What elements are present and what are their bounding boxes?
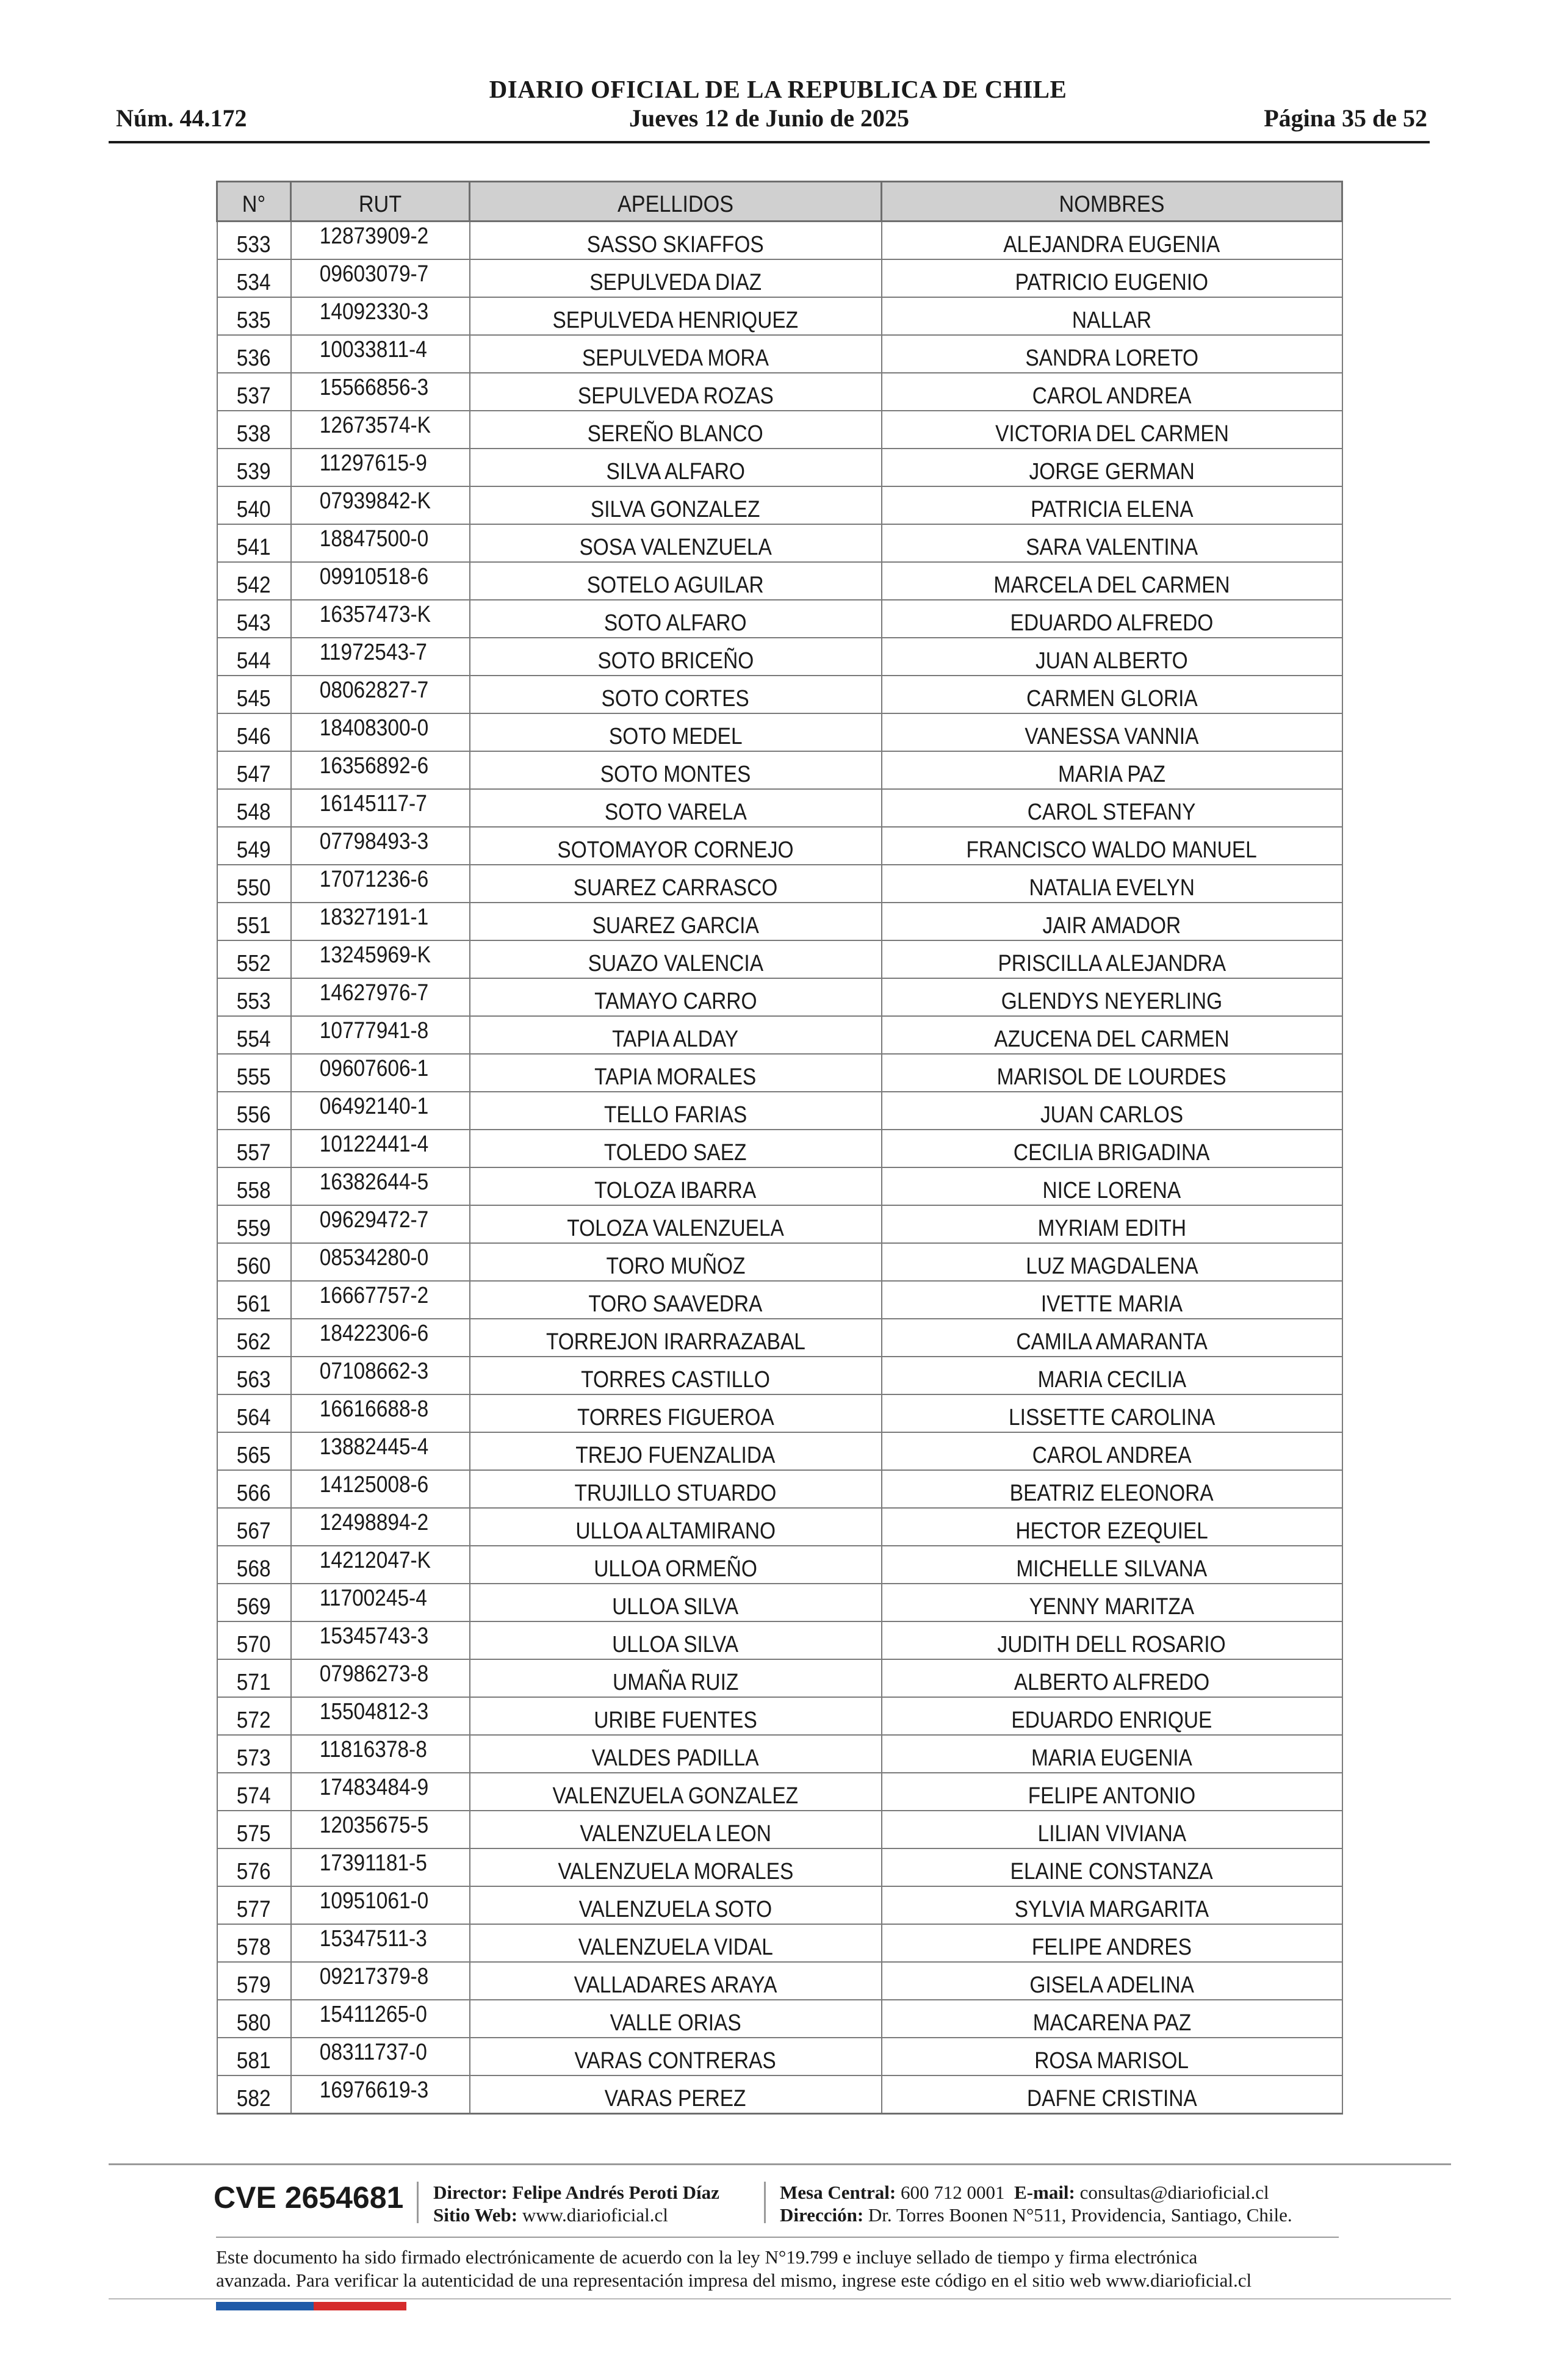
rut-cell: 13882445-4 — [291, 1432, 470, 1470]
table-row — [217, 1811, 1342, 1848]
table-row — [217, 1508, 1342, 1546]
apellidos-cell: SUAREZ GARCIA — [470, 903, 882, 940]
table-row — [217, 1848, 1342, 1886]
apellidos-cell: TOLOZA VALENZUELA — [470, 1205, 882, 1243]
nombres-cell: NICE LORENA — [882, 1167, 1342, 1205]
address-label: Dirección: — [780, 2204, 864, 2226]
rut-cell: 10777941-8 — [291, 1016, 470, 1054]
rut-cell: 07108662-3 — [291, 1357, 470, 1394]
row-number: 561 — [217, 1281, 291, 1319]
table-row — [217, 903, 1342, 940]
rut-cell: 06492140-1 — [291, 1092, 470, 1130]
table-row — [217, 978, 1342, 1016]
table-row — [217, 2000, 1342, 2038]
director-name: Felipe Andrés Peroti Díaz — [512, 2182, 719, 2203]
table-row — [217, 1621, 1342, 1659]
row-number: 565 — [217, 1432, 291, 1470]
rut-cell: 08311737-0 — [291, 2038, 470, 2075]
column-header-apellidos: APELLIDOS — [470, 182, 882, 222]
website-label: Sitio Web: — [433, 2204, 518, 2226]
row-number: 573 — [217, 1735, 291, 1773]
rut-cell: 07939842-K — [291, 486, 470, 524]
address-text: Dr. Torres Boonen N°511, Providencia, Santiago, Chile. — [868, 2204, 1292, 2226]
table-row — [217, 1054, 1342, 1092]
nombres-cell: MARIA CECILIA — [882, 1357, 1342, 1394]
nombres-cell: DAFNE CRISTINA — [882, 2075, 1342, 2114]
rut-cell: 16667757-2 — [291, 1281, 470, 1319]
row-number: 533 — [217, 222, 291, 260]
apellidos-cell: TOLOZA IBARRA — [470, 1167, 882, 1205]
nombres-cell: GLENDYS NEYERLING — [882, 978, 1342, 1016]
row-number: 549 — [217, 827, 291, 865]
apellidos-cell: TAMAYO CARRO — [470, 978, 882, 1016]
apellidos-cell: ULLOA ALTAMIRANO — [470, 1508, 882, 1546]
row-number: 580 — [217, 2000, 291, 2038]
legal-line: avanzada. Para verificar la autenticidad de una representación impresa del mismo, ingrese este código en el sitio web www.diarioficial.cl — [216, 2270, 1252, 2291]
apellidos-cell: SOTO VARELA — [470, 789, 882, 827]
nombres-cell: BEATRIZ ELEONORA — [882, 1470, 1342, 1508]
rut-cell: 15347511-3 — [291, 1924, 470, 1962]
nombres-cell: JUAN ALBERTO — [882, 638, 1342, 676]
rut-cell: 14212047-K — [291, 1546, 470, 1584]
table-row — [217, 1886, 1342, 1924]
row-number: 554 — [217, 1016, 291, 1054]
nombres-cell: PATRICIA ELENA — [882, 486, 1342, 524]
rut-cell: 16145117-7 — [291, 789, 470, 827]
nombres-cell: MARISOL DE LOURDES — [882, 1054, 1342, 1092]
table-row — [217, 865, 1342, 903]
nombres-cell: ALBERTO ALFREDO — [882, 1659, 1342, 1697]
rut-cell: 16616688-8 — [291, 1394, 470, 1432]
newspaper-title: DIARIO OFICIAL DE LA REPUBLICA DE CHILE — [489, 75, 1067, 103]
row-number: 571 — [217, 1659, 291, 1697]
table-row — [217, 713, 1342, 751]
rut-cell: 10122441-4 — [291, 1130, 470, 1167]
table-row — [217, 373, 1342, 411]
table-row — [217, 411, 1342, 449]
row-number: 563 — [217, 1357, 291, 1394]
header-info-row — [109, 104, 1430, 134]
phone-label: Mesa Central: — [780, 2182, 896, 2203]
row-number: 558 — [217, 1167, 291, 1205]
apellidos-cell: SEPULVEDA HENRIQUEZ — [470, 297, 882, 335]
row-number: 562 — [217, 1319, 291, 1357]
apellidos-cell: VALENZUELA LEON — [470, 1811, 882, 1848]
column-header-nombres: NOMBRES — [882, 182, 1342, 222]
apellidos-cell: TORRES FIGUEROA — [470, 1394, 882, 1432]
nombres-cell: CAROL STEFANY — [882, 789, 1342, 827]
email-label: E-mail: — [1014, 2182, 1075, 2203]
nombres-cell: VANESSA VANNIA — [882, 713, 1342, 751]
rut-cell: 15504812-3 — [291, 1697, 470, 1735]
rut-cell: 16356892-6 — [291, 751, 470, 789]
apellidos-cell: TAPIA MORALES — [470, 1054, 882, 1092]
issue-date: Jueves 12 de Junio de 2025 — [629, 104, 909, 132]
apellidos-cell: TORREJON IRARRAZABAL — [470, 1319, 882, 1357]
nombres-cell: SYLVIA MARGARITA — [882, 1886, 1342, 1924]
apellidos-cell: TAPIA ALDAY — [470, 1016, 882, 1054]
apellidos-cell: VALDES PADILLA — [470, 1735, 882, 1773]
rut-cell: 12873909-2 — [291, 222, 470, 260]
nombres-cell: MYRIAM EDITH — [882, 1205, 1342, 1243]
apellidos-cell: VARAS PEREZ — [470, 2075, 882, 2114]
row-number: 574 — [217, 1773, 291, 1811]
row-number: 556 — [217, 1092, 291, 1130]
table-row — [217, 1243, 1342, 1281]
apellidos-cell: SOTO MONTES — [470, 751, 882, 789]
nombres-cell: LUZ MAGDALENA — [882, 1243, 1342, 1281]
rut-cell: 17483484-9 — [291, 1773, 470, 1811]
flag-stripe-blue — [216, 2302, 314, 2310]
nombres-cell: VICTORIA DEL CARMEN — [882, 411, 1342, 449]
row-number: 566 — [217, 1470, 291, 1508]
nombres-cell: NALLAR — [882, 297, 1342, 335]
row-number: 544 — [217, 638, 291, 676]
rut-cell: 10033811-4 — [291, 335, 470, 373]
row-number: 564 — [217, 1394, 291, 1432]
nombres-cell: IVETTE MARIA — [882, 1281, 1342, 1319]
nombres-cell: JORGE GERMAN — [882, 449, 1342, 486]
table-row — [217, 1432, 1342, 1470]
table-row — [217, 524, 1342, 562]
table-row — [217, 1962, 1342, 2000]
column-header-rut: RUT — [291, 182, 470, 222]
footer-divider-flag — [109, 2298, 1451, 2299]
rut-cell: 15345743-3 — [291, 1621, 470, 1659]
nombres-cell: MICHELLE SILVANA — [882, 1546, 1342, 1584]
table-row — [217, 1394, 1342, 1432]
apellidos-cell: SILVA GONZALEZ — [470, 486, 882, 524]
row-number: 548 — [217, 789, 291, 827]
apellidos-cell: TORRES CASTILLO — [470, 1357, 882, 1394]
apellidos-cell: SOTO CORTES — [470, 676, 882, 713]
table-row — [217, 562, 1342, 600]
apellidos-cell: VALLE ORIAS — [470, 2000, 882, 2038]
table-row — [217, 676, 1342, 713]
footer-director-block — [433, 2181, 719, 2226]
table-row — [217, 2038, 1342, 2075]
row-number: 539 — [217, 449, 291, 486]
phone-number: 600 712 0001 — [901, 2182, 1005, 2203]
row-number: 581 — [217, 2038, 291, 2075]
rut-cell: 09910518-6 — [291, 562, 470, 600]
rut-cell: 17071236-6 — [291, 865, 470, 903]
table-row — [217, 2075, 1342, 2114]
apellidos-cell: UMAÑA RUIZ — [470, 1659, 882, 1697]
nombres-cell: ROSA MARISOL — [882, 2038, 1342, 2075]
nombres-cell: ELAINE CONSTANZA — [882, 1848, 1342, 1886]
rut-cell: 15566856-3 — [291, 373, 470, 411]
rut-cell: 18847500-0 — [291, 524, 470, 562]
table-row — [217, 600, 1342, 638]
nombres-cell: CECILIA BRIGADINA — [882, 1130, 1342, 1167]
rut-cell: 11972543-7 — [291, 638, 470, 676]
rut-cell: 16382644-5 — [291, 1167, 470, 1205]
table-row — [217, 1092, 1342, 1130]
apellidos-cell: SASSO SKIAFFOS — [470, 222, 882, 260]
apellidos-cell: VALENZUELA VIDAL — [470, 1924, 882, 1962]
footer-divider-bottom — [216, 2237, 1339, 2238]
nombres-cell: EDUARDO ENRIQUE — [882, 1697, 1342, 1735]
nombres-cell: CARMEN GLORIA — [882, 676, 1342, 713]
nombres-cell: JUDITH DELL ROSARIO — [882, 1621, 1342, 1659]
apellidos-cell: VARAS CONTRERAS — [470, 2038, 882, 2075]
apellidos-cell: TRUJILLO STUARDO — [470, 1470, 882, 1508]
table-row — [217, 259, 1342, 297]
rut-cell: 17391181-5 — [291, 1848, 470, 1886]
rut-cell: 18422306-6 — [291, 1319, 470, 1357]
table-row — [217, 297, 1342, 335]
table-row — [217, 1319, 1342, 1357]
website-link[interactable]: www.diarioficial.cl — [522, 2204, 668, 2226]
table-row — [217, 1659, 1342, 1697]
table-row — [217, 789, 1342, 827]
apellidos-cell: SOTELO AGUILAR — [470, 562, 882, 600]
apellidos-cell: SEREÑO BLANCO — [470, 411, 882, 449]
issue-number: Núm. 44.172 — [116, 104, 247, 132]
row-number: 560 — [217, 1243, 291, 1281]
column-header-number: N° — [217, 182, 291, 222]
row-number: 541 — [217, 524, 291, 562]
nombres-cell: ALEJANDRA EUGENIA — [882, 222, 1342, 260]
nombres-cell: CAMILA AMARANTA — [882, 1319, 1342, 1357]
rut-cell: 12673574-K — [291, 411, 470, 449]
row-number: 546 — [217, 713, 291, 751]
rut-cell: 12498894-2 — [291, 1508, 470, 1546]
nombres-cell: PATRICIO EUGENIO — [882, 259, 1342, 297]
header-divider — [109, 141, 1430, 143]
row-number: 576 — [217, 1848, 291, 1886]
apellidos-cell: VALENZUELA GONZALEZ — [470, 1773, 882, 1811]
apellidos-cell: ULLOA SILVA — [470, 1584, 882, 1621]
table-row — [217, 940, 1342, 978]
apellidos-cell: VALENZUELA SOTO — [470, 1886, 882, 1924]
table-row — [217, 1205, 1342, 1243]
row-number: 555 — [217, 1054, 291, 1092]
nombres-cell: JAIR AMADOR — [882, 903, 1342, 940]
rut-cell: 09603079-7 — [291, 259, 470, 297]
row-number: 552 — [217, 940, 291, 978]
apellidos-cell: TREJO FUENZALIDA — [470, 1432, 882, 1470]
nombres-cell: MARIA EUGENIA — [882, 1735, 1342, 1773]
apellidos-cell: TORO SAAVEDRA — [470, 1281, 882, 1319]
row-number: 570 — [217, 1621, 291, 1659]
apellidos-cell: SUAREZ CARRASCO — [470, 865, 882, 903]
rut-cell: 16976619-3 — [291, 2075, 470, 2114]
rut-cell: 11700245-4 — [291, 1584, 470, 1621]
row-number: 569 — [217, 1584, 291, 1621]
table-row — [217, 1735, 1342, 1773]
row-number: 567 — [217, 1508, 291, 1546]
rut-cell: 18408300-0 — [291, 713, 470, 751]
table-row — [217, 1470, 1342, 1508]
nombres-cell: LISSETTE CAROLINA — [882, 1394, 1342, 1432]
nombres-cell: CAROL ANDREA — [882, 373, 1342, 411]
nombres-cell: AZUCENA DEL CARMEN — [882, 1016, 1342, 1054]
nombres-cell: CAROL ANDREA — [882, 1432, 1342, 1470]
apellidos-cell: SEPULVEDA MORA — [470, 335, 882, 373]
apellidos-cell: VALENZUELA MORALES — [470, 1848, 882, 1886]
footer-contact-block — [780, 2181, 1292, 2226]
row-number: 547 — [217, 751, 291, 789]
table-row — [217, 1924, 1342, 1962]
nombres-cell: FELIPE ANTONIO — [882, 1773, 1342, 1811]
apellidos-cell: SILVA ALFARO — [470, 449, 882, 486]
row-number: 543 — [217, 600, 291, 638]
nombres-cell: MACARENA PAZ — [882, 2000, 1342, 2038]
row-number: 535 — [217, 297, 291, 335]
apellidos-cell: SOTOMAYOR CORNEJO — [470, 827, 882, 865]
legal-line: Este documento ha sido firmado electrónicamente de acuerdo con la ley N°19.799 e incluye sellado de tiempo y firma electrónica — [216, 2246, 1198, 2268]
rut-cell: 10951061-0 — [291, 1886, 470, 1924]
row-number: 536 — [217, 335, 291, 373]
nombres-cell: FRANCISCO WALDO MANUEL — [882, 827, 1342, 865]
flag-stripe-red — [314, 2302, 406, 2310]
nombres-cell: SANDRA LORETO — [882, 335, 1342, 373]
row-number: 550 — [217, 865, 291, 903]
table-row — [217, 1130, 1342, 1167]
nombres-cell: MARCELA DEL CARMEN — [882, 562, 1342, 600]
nombres-cell: EDUARDO ALFREDO — [882, 600, 1342, 638]
table-row — [217, 222, 1342, 260]
footer-separator — [764, 2182, 766, 2223]
rut-cell: 18327191-1 — [291, 903, 470, 940]
table-row — [217, 1773, 1342, 1811]
table-row — [217, 1697, 1342, 1735]
rut-cell: 16357473-K — [291, 600, 470, 638]
rut-cell: 14627976-7 — [291, 978, 470, 1016]
row-number: 578 — [217, 1924, 291, 1962]
table-row — [217, 638, 1342, 676]
apellidos-cell: SEPULVEDA DIAZ — [470, 259, 882, 297]
apellidos-cell: TOLEDO SAEZ — [470, 1130, 882, 1167]
row-number: 572 — [217, 1697, 291, 1735]
rut-cell: 09629472-7 — [291, 1205, 470, 1243]
apellidos-cell: SUAZO VALENCIA — [470, 940, 882, 978]
table-row — [217, 1546, 1342, 1584]
apellidos-cell: TELLO FARIAS — [470, 1092, 882, 1130]
table-row — [217, 449, 1342, 486]
nombres-cell: MARIA PAZ — [882, 751, 1342, 789]
footer-divider-top — [109, 2163, 1451, 2165]
names-table — [216, 181, 1343, 2115]
nombres-cell: PRISCILLA ALEJANDRA — [882, 940, 1342, 978]
nombres-cell: JUAN CARLOS — [882, 1092, 1342, 1130]
rut-cell: 09217379-8 — [291, 1962, 470, 2000]
page-indicator: Página 35 de 52 — [1264, 104, 1427, 132]
footer-separator — [417, 2182, 419, 2223]
row-number: 534 — [217, 259, 291, 297]
nombres-cell: NATALIA EVELYN — [882, 865, 1342, 903]
table-row — [217, 827, 1342, 865]
rut-cell: 11816378-8 — [291, 1735, 470, 1773]
rut-cell: 09607606-1 — [291, 1054, 470, 1092]
table-row — [217, 1584, 1342, 1621]
row-number: 538 — [217, 411, 291, 449]
nombres-cell: SARA VALENTINA — [882, 524, 1342, 562]
nombres-cell: GISELA ADELINA — [882, 1962, 1342, 2000]
apellidos-cell: ULLOA SILVA — [470, 1621, 882, 1659]
row-number: 537 — [217, 373, 291, 411]
table-row — [217, 1016, 1342, 1054]
row-number: 553 — [217, 978, 291, 1016]
nombres-cell: YENNY MARITZA — [882, 1584, 1342, 1621]
apellidos-cell: SOTO MEDEL — [470, 713, 882, 751]
apellidos-cell: SOTO ALFARO — [470, 600, 882, 638]
row-number: 577 — [217, 1886, 291, 1924]
table-row — [217, 1357, 1342, 1394]
apellidos-cell: SOTO BRICEÑO — [470, 638, 882, 676]
rut-cell: 08062827-7 — [291, 676, 470, 713]
apellidos-cell: SOSA VALENZUELA — [470, 524, 882, 562]
rut-cell: 07798493-3 — [291, 827, 470, 865]
table-body — [217, 222, 1342, 2114]
rut-cell: 11297615-9 — [291, 449, 470, 486]
row-number: 542 — [217, 562, 291, 600]
row-number: 540 — [217, 486, 291, 524]
table-row — [217, 335, 1342, 373]
rut-cell: 12035675-5 — [291, 1811, 470, 1848]
apellidos-cell: TORO MUÑOZ — [470, 1243, 882, 1281]
row-number: 551 — [217, 903, 291, 940]
rut-cell: 14092330-3 — [291, 297, 470, 335]
rut-cell: 08534280-0 — [291, 1243, 470, 1281]
rut-cell: 07986273-8 — [291, 1659, 470, 1697]
rut-cell: 13245969-K — [291, 940, 470, 978]
nombres-cell: LILIAN VIVIANA — [882, 1811, 1342, 1848]
apellidos-cell: SEPULVEDA ROZAS — [470, 373, 882, 411]
rut-cell: 14125008-6 — [291, 1470, 470, 1508]
row-number: 568 — [217, 1546, 291, 1584]
apellidos-cell: URIBE FUENTES — [470, 1697, 882, 1735]
table-row — [217, 486, 1342, 524]
email-link[interactable]: consultas@diarioficial.cl — [1079, 2182, 1269, 2203]
rut-cell: 15411265-0 — [291, 2000, 470, 2038]
director-label: Director: — [433, 2182, 508, 2203]
nombres-cell: FELIPE ANDRES — [882, 1924, 1342, 1962]
table-row — [217, 1281, 1342, 1319]
cve-code: CVE 2654681 — [214, 2180, 404, 2215]
row-number: 579 — [217, 1962, 291, 2000]
legal-notice — [216, 2246, 1351, 2292]
apellidos-cell: ULLOA ORMEÑO — [470, 1546, 882, 1584]
table-header-row — [217, 182, 1342, 222]
table-row — [217, 751, 1342, 789]
row-number: 582 — [217, 2075, 291, 2114]
row-number: 559 — [217, 1205, 291, 1243]
nombres-cell: HECTOR EZEQUIEL — [882, 1508, 1342, 1546]
row-number: 545 — [217, 676, 291, 713]
row-number: 557 — [217, 1130, 291, 1167]
table-row — [217, 1167, 1342, 1205]
apellidos-cell: VALLADARES ARAYA — [470, 1962, 882, 2000]
row-number: 575 — [217, 1811, 291, 1848]
